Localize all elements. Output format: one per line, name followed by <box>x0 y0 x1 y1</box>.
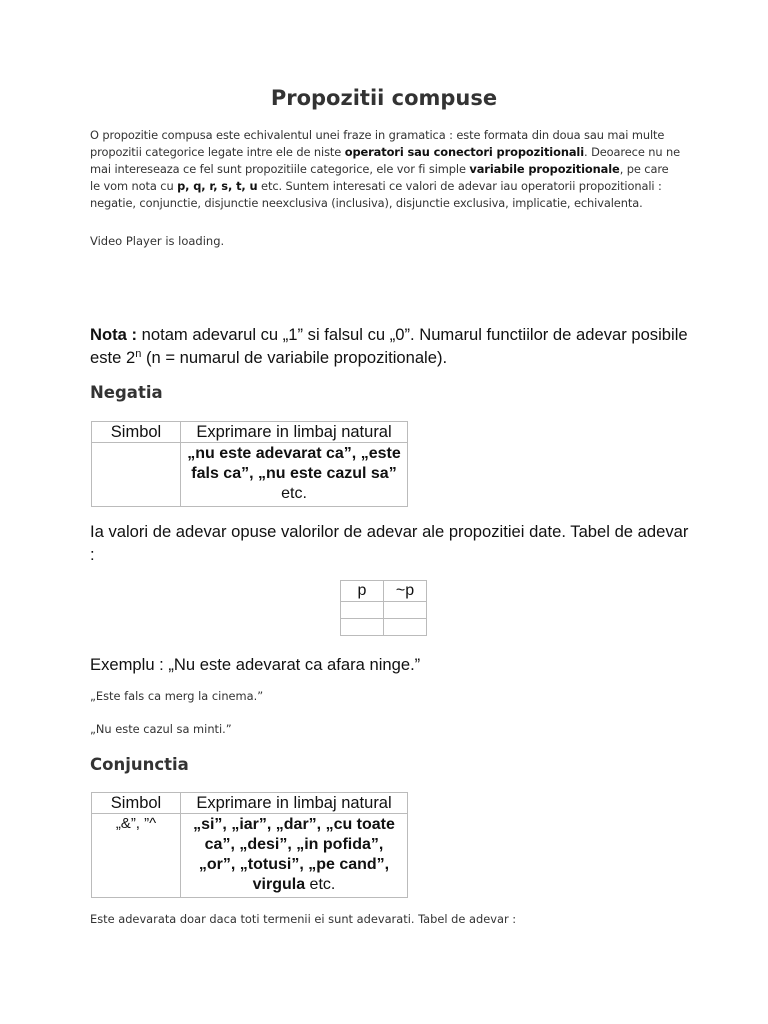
negatia-example: Exemplu : „Nu este adevarat ca afara ninge.” <box>90 655 421 674</box>
truth-cell <box>384 619 427 636</box>
negatia-symbol-table <box>91 421 408 507</box>
truth-cell <box>341 602 384 619</box>
intro-bold-letters: p, q, r, s, t, u <box>177 179 258 193</box>
table-row <box>92 814 408 898</box>
expression-rest: etc. <box>305 876 336 893</box>
expression-rest: etc. <box>281 485 307 502</box>
intro-paragraph <box>90 127 682 212</box>
nota-paragraph <box>90 323 690 369</box>
expression-bold: „si”, „iar”, „dar”, „cu toate ca”, „desi”, „in pofida”, „or”, „totusi”, „pe cand”, virgula <box>193 816 395 893</box>
table-row <box>92 443 408 507</box>
intro-text-4: etc. Suntem interesati ce valori de adevar iau operatorii propozitionali : negatie, conjunctie, disjunctie neexclusiva (inclusiva), disjunctie exclusiva, implicatie, echivalenta. <box>90 179 662 210</box>
example-line: „Este fals ca merg la cinema.” <box>90 689 264 703</box>
nota-text-2: (n = numarul de variabile propozitionale). <box>141 348 448 367</box>
negatia-heading: Negatia <box>90 383 163 402</box>
conjunctia-description: Este adevarata doar daca toti termenii ei sunt adevarati. Tabel de adevar : <box>90 912 517 926</box>
intro-text-2: . Deoarece nu ne mai intereseaza ce fel sunt propozitiile categorice, ele vor fi simple <box>90 145 681 176</box>
table-row <box>341 602 427 619</box>
table-header-row <box>92 422 408 443</box>
page-title: Propozitii compuse <box>270 86 498 110</box>
negatia-truth-table <box>340 580 427 636</box>
truth-header-p: p <box>341 581 384 602</box>
conjunctia-heading: Conjunctia <box>90 755 189 774</box>
expression-cell <box>181 814 408 898</box>
truth-cell <box>341 619 384 636</box>
intro-bold-operators: operatori sau conectori propozitionali <box>344 145 585 159</box>
table-row <box>341 619 427 636</box>
truth-cell <box>384 602 427 619</box>
truth-header-row <box>341 581 427 602</box>
expression-cell <box>181 443 408 507</box>
expression-bold: „nu este adevarat ca”, „este fals ca”, „nu este cazul sa” <box>187 445 401 482</box>
table-header-row <box>92 793 408 814</box>
nota-text-1: notam adevarul cu „1” si falsul cu „0”. Numarul functiilor de adevar posibile este 2 <box>90 325 688 367</box>
intro-text-3: , pe care le vom nota cu <box>90 162 669 193</box>
nota-label: Nota : <box>90 325 138 344</box>
conjunctia-symbol-table <box>91 792 408 898</box>
header-exprimare: Exprimare in limbaj natural <box>181 793 408 814</box>
header-exprimare: Exprimare in limbaj natural <box>181 422 408 443</box>
header-simbol: Simbol <box>92 422 181 443</box>
intro-text-1: O propozitie compusa este echivalentul unei fraze in gramatica : este formata din doua sau mai multe propozitii categorice legate intre ele de niste <box>90 128 665 159</box>
video-player-status: Video Player is loading. <box>90 234 225 248</box>
negatia-description: Ia valori de adevar opuse valorilor de adevar ale propozitiei date. Tabel de adevar : <box>90 522 689 564</box>
nota-superscript: n <box>135 348 142 360</box>
header-simbol: Simbol <box>92 793 181 814</box>
example-line: „Nu este cazul sa minti.” <box>90 722 232 736</box>
truth-header-not-p: ~p <box>384 581 427 602</box>
intro-bold-variables: variabile propozitionale <box>469 162 620 176</box>
symbol-cell: „&”, ”^ <box>92 814 181 898</box>
symbol-cell <box>92 443 181 507</box>
